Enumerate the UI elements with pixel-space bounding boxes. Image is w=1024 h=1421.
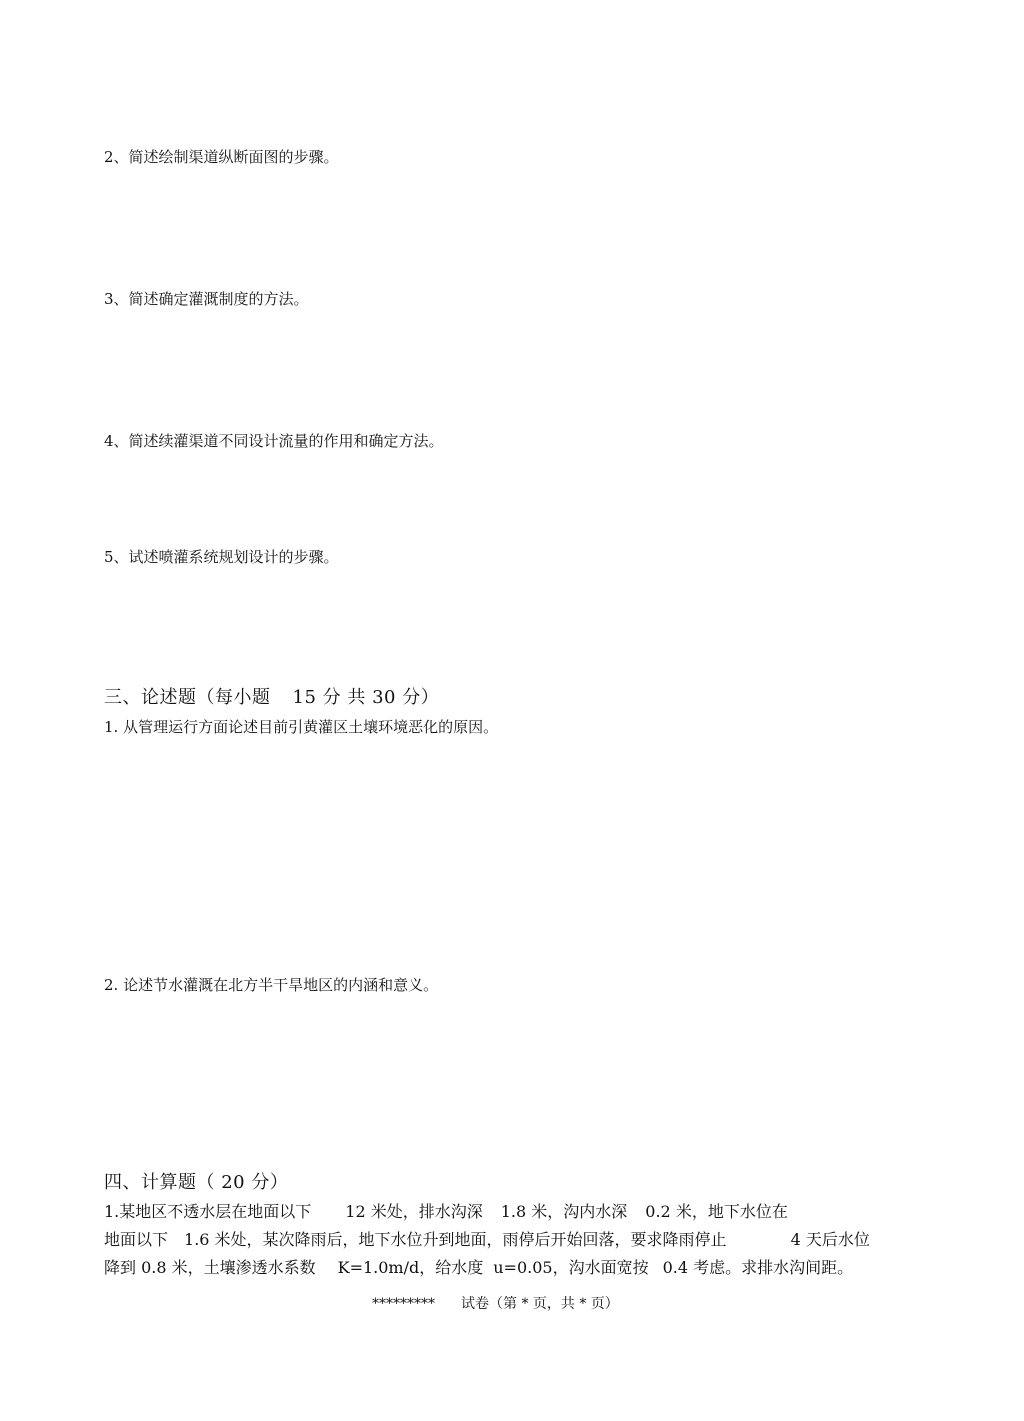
section-3-heading-part-a: 三、论述题（每小题 [104, 687, 271, 708]
section-4-line-2-part-b: 1.6 米处，某次降雨后，地下水位升到地面，雨停后开始回落，要求降雨停止 [184, 1230, 727, 1249]
section-4-line-3-part-d: 0.4 考虑。求排水沟间距。 [662, 1258, 854, 1277]
question-3: 3、简述确定灌溉制度的方法。 [104, 290, 309, 308]
section-4-line-2 [104, 1232, 870, 1248]
section-4-line-1-part-b: 12 米处，排水沟深 [345, 1202, 483, 1221]
section-4-line-1-part-c: 1.8 米，沟内水深 [500, 1202, 628, 1221]
section-4-line-1-part-a: 1.某地区不透水层在地面以下 [104, 1202, 312, 1221]
question-2: 2、简述绘制渠道纵断面图的步骤。 [104, 148, 339, 166]
section-3-heading [104, 689, 439, 707]
section-3-item-1: 1. 从管理运行方面论述目前引黄灌区土壤环境恶化的原因。 [104, 718, 499, 736]
section-4-line-3 [104, 1260, 853, 1276]
page-footer [372, 1297, 619, 1311]
section-4-line-1 [104, 1204, 788, 1220]
question-5: 5、试述喷灌系统规划设计的步骤。 [104, 548, 339, 566]
section-4-line-1-part-d: 0.2 米，地下水位在 [645, 1202, 788, 1221]
section-4-line-3-part-b: K=1.0m/d，给水度 [337, 1258, 484, 1277]
section-4-line-3-part-c: u=0.05，沟水面宽按 [493, 1258, 649, 1277]
section-4-heading: 四、计算题（ 20 分） [104, 1172, 289, 1193]
section-3-heading-part-b: 15 分 共 30 分） [292, 687, 440, 708]
section-4-line-2-part-c: 4 天后水位 [790, 1230, 870, 1249]
section-4-line-3-part-a: 降到 0.8 米，土壤渗透水系数 [104, 1258, 316, 1277]
section-3-item-2: 2. 论述节水灌溉在北方半干旱地区的内涵和意义。 [104, 976, 439, 994]
section-4-line-2-part-a: 地面以下 [104, 1230, 169, 1249]
footer-stars: ********* [372, 1296, 435, 1312]
footer-page-info: 试卷（第 * 页，共 * 页） [461, 1296, 619, 1312]
question-4: 4、简述续灌渠道不同设计流量的作用和确定方法。 [104, 432, 444, 450]
